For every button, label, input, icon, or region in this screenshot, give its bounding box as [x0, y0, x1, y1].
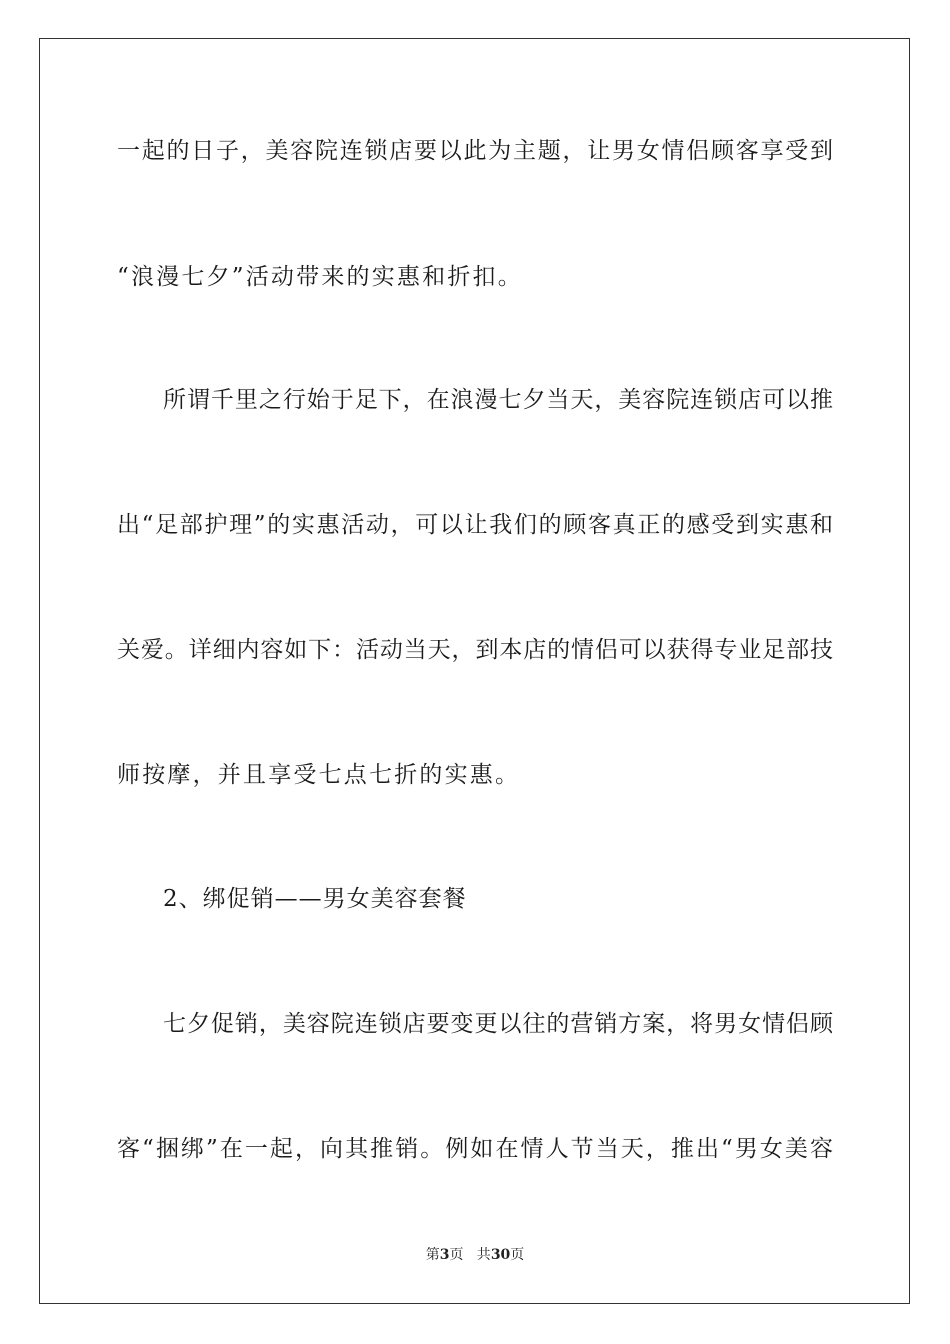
footer-prefix: 第 — [425, 1247, 440, 1263]
footer-mid: 页 共 — [449, 1247, 491, 1263]
body-line-3: 所谓千里之行始于足下，在浪漫七夕当天，美容院连锁店可以推 — [163, 387, 833, 413]
page-footer — [0, 1246, 950, 1264]
body-line-6: 师按摩，并且享受七点七折的实惠。 — [117, 762, 521, 788]
body-line-5: 关爱。详细内容如下：活动当天，到本店的情侣可以获得专业足部技 — [117, 637, 833, 663]
body-line-9: 客“捆绑”在一起，向其推销。例如在情人节当天，推出“男女美容 — [117, 1136, 833, 1162]
footer-suffix: 页 — [510, 1247, 525, 1263]
body-line-2: “浪漫七夕”活动带来的实惠和折扣。 — [117, 264, 523, 290]
body-line-4: 出“足部护理”的实惠活动，可以让我们的顾客真正的感受到实惠和 — [117, 512, 833, 538]
section-heading: 2、绑促销——男女美容套餐 — [163, 886, 467, 912]
footer-page-number: 3 — [439, 1247, 450, 1263]
body-line-8: 七夕促销，美容院连锁店要变更以往的营销方案，将男女情侣顾 — [163, 1011, 833, 1037]
body-line-1: 一起的日子，美容院连锁店要以此为主题，让男女情侣顾客享受到 — [117, 138, 833, 164]
footer-total-pages: 30 — [490, 1247, 511, 1263]
page-border — [39, 38, 910, 1304]
